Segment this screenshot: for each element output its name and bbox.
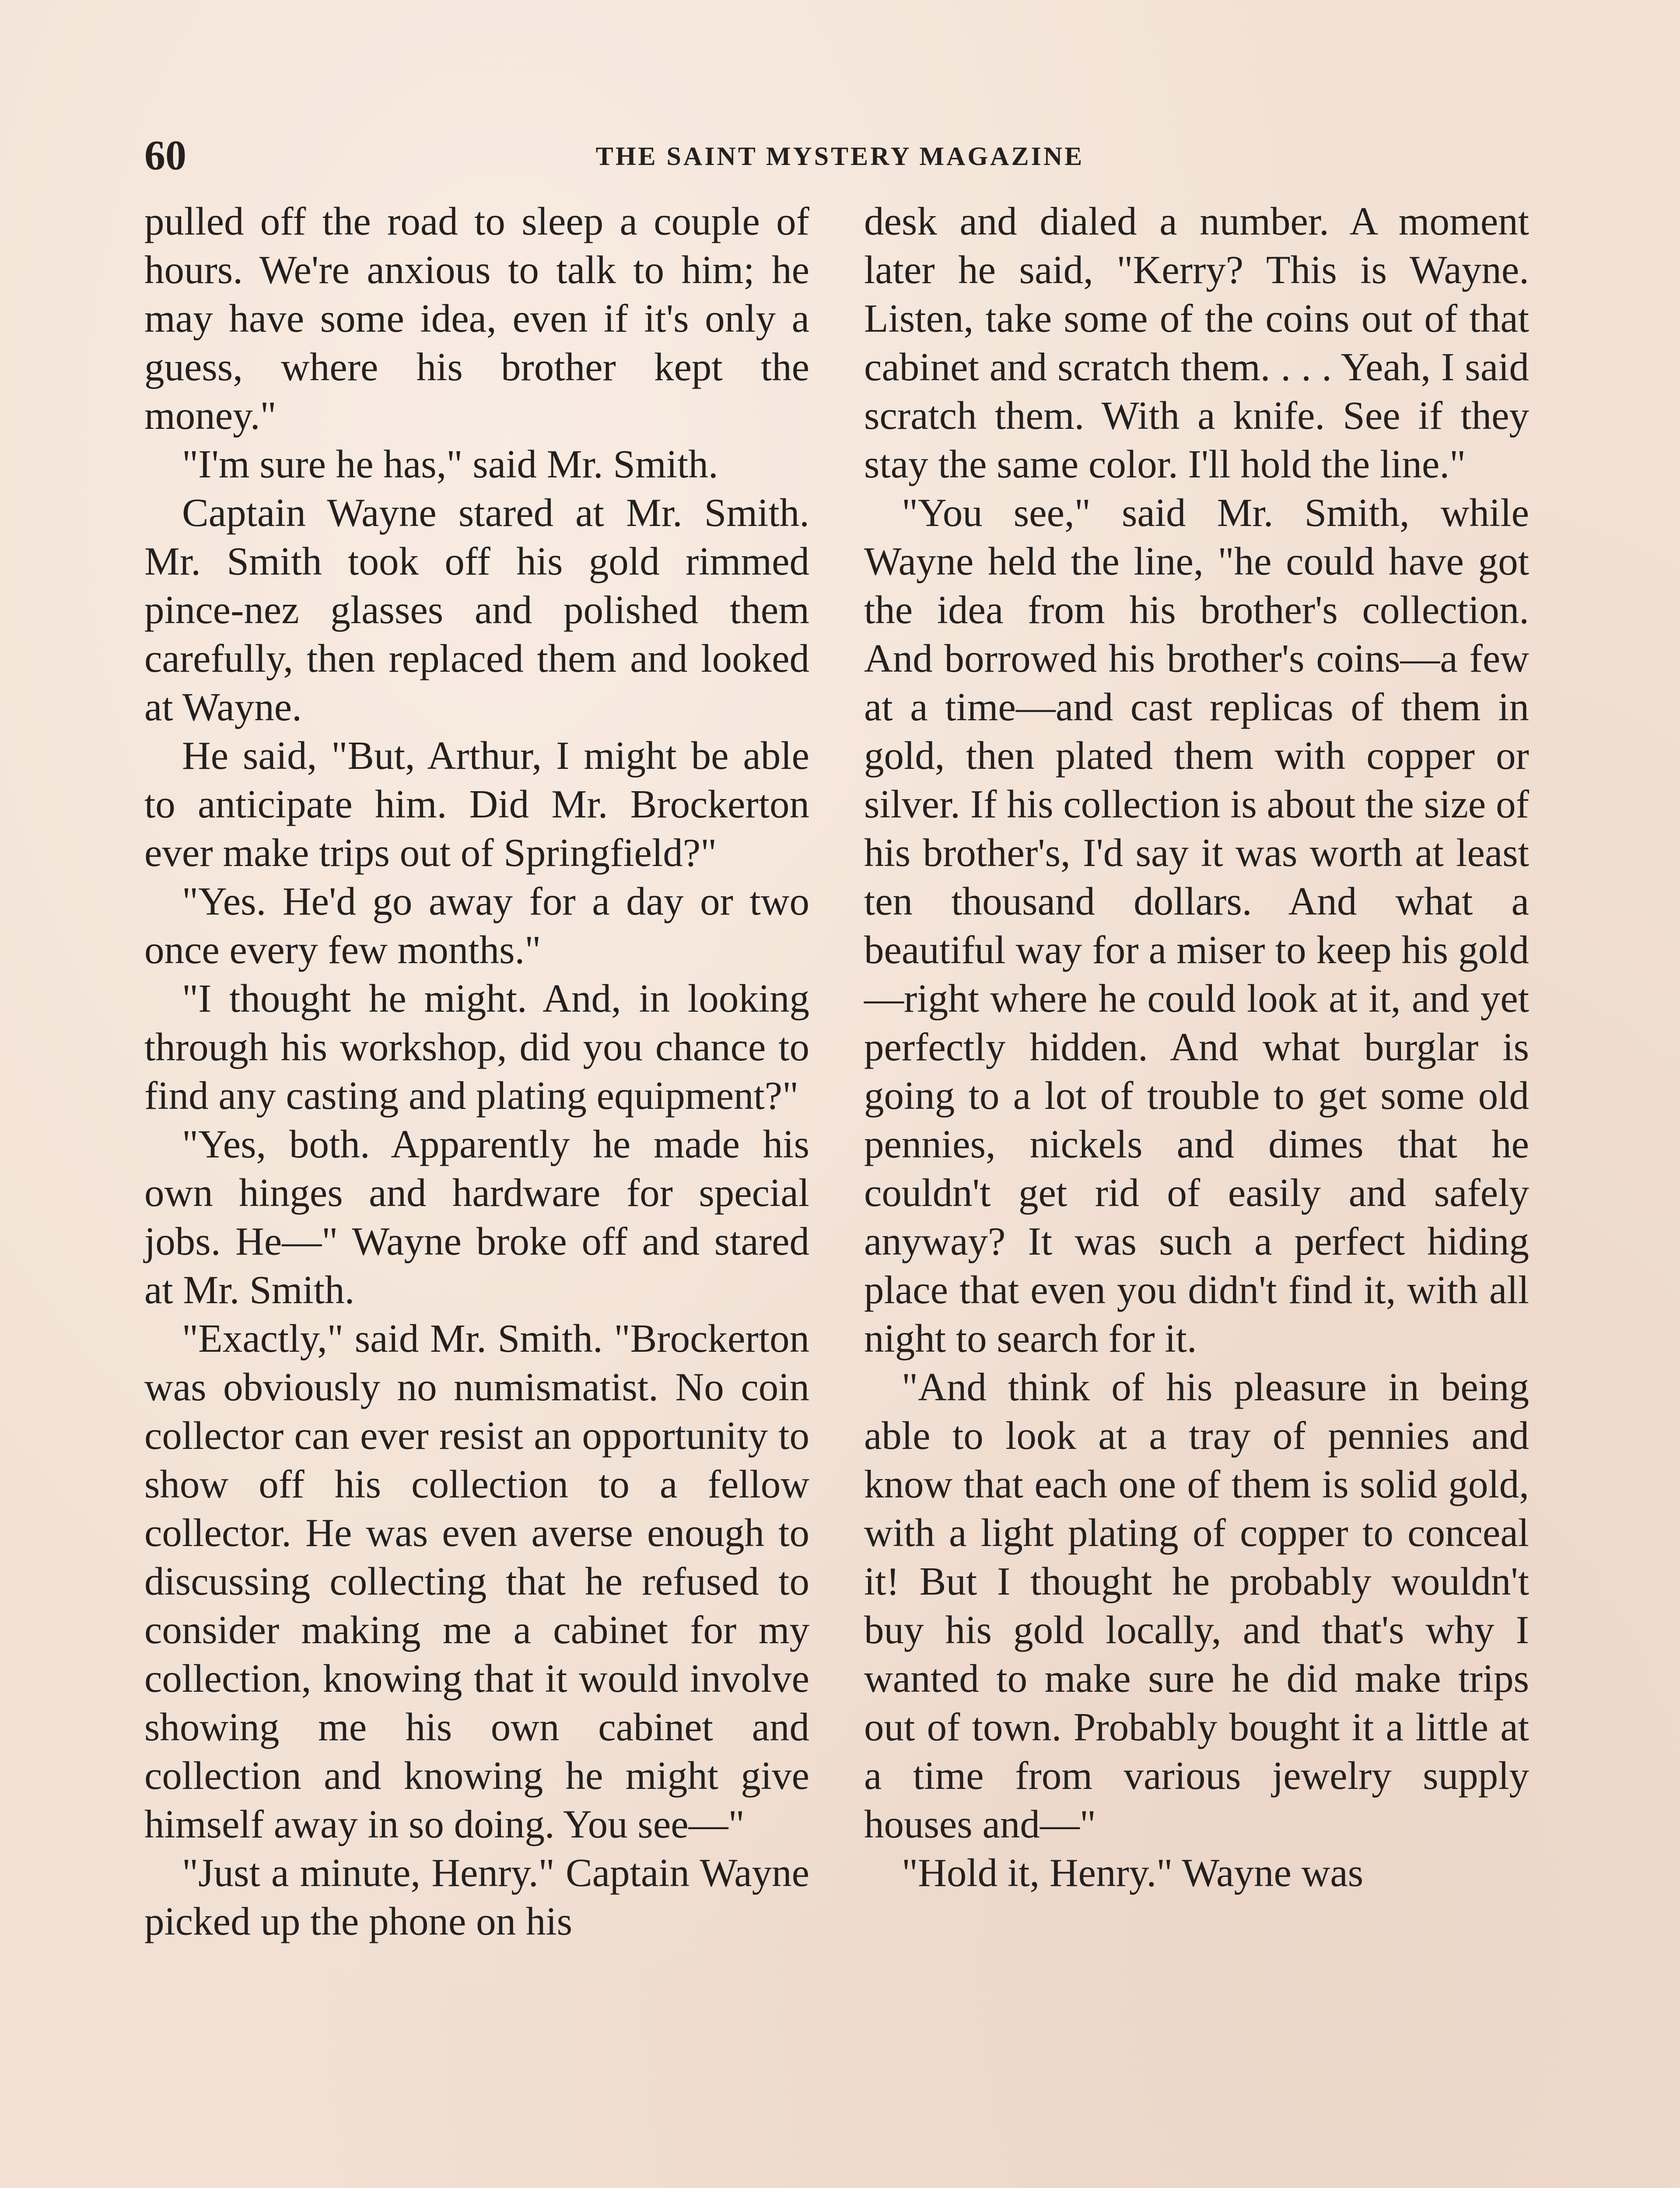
paragraph: "You see," said Mr. Smith, while Wayne held the line, "he could have got the idea from his brother's collection. And borrowed his brother's coins—a few at a time—and cast replicas of them in gold, then plated them with copper or silver. If his collection is about the size of his brother's, I'd say it was worth at least ten thousand dollars. And what a beautiful way for a miser to keep his gold—right where he could look at it, and yet perfectly hidden. And what burglar is going to a lot of trouble to get some old pennies, nickels and dimes that he couldn't get rid of easily and safely anyway? It was such a perfect hiding place that even you didn't find it, with all night to search for it.: [864, 491, 1529, 1360]
paragraph: pulled off the road to sleep a couple of hours. We're anxious to talk to him; he may have some idea, even if it's only a guess, where his brother kept the money.": [144, 199, 809, 438]
paragraph: "Hold it, Henry." Wayne was: [902, 1851, 1364, 1895]
page-number: 60: [144, 132, 186, 179]
paragraph: "Yes. He'd go away for a day or two once every few months.": [144, 879, 809, 972]
paragraph: "And think of his pleasure in being able to look at a tray of pennies and know that each one of them is solid gold, with a light plating of copper to conceal it! But I thought he probably wouldn't buy his gold locally, and that's why I wanted to make sure he did make trips out of town. Probably bought it a little at a time from various jewelry supply houses and—": [864, 1365, 1529, 1846]
paragraph: "I thought he might. And, in looking through his workshop, did you chance to find any casting and plating equipment?": [144, 976, 809, 1118]
page-header: [144, 131, 1536, 179]
running-head: THE SAINT MYSTERY MAGAZINE: [595, 142, 1085, 171]
paragraph: "Exactly," said Mr. Smith. "Brockerton was obviously no numismatist. No coin collector can ever resist an opportunity to show off his collection to a fellow collector. He was even averse enough to discussing collecting that he refused to consider making me a cabinet for my collection, knowing that it would involve showing me his own cabinet and collection and knowing he might give himself away in so doing. You see—": [144, 1316, 809, 1846]
paragraph: "I'm sure he has," said Mr. Smith.: [182, 442, 718, 486]
paragraph: He said, "But, Arthur, I might be able to anticipate him. Did Mr. Brockerton ever make trips out of Springfield?": [144, 733, 809, 875]
left-column: [144, 197, 809, 1946]
paragraph: "Just a minute, Henry." Captain Wayne picked up the phone on his: [144, 1851, 809, 1943]
paragraph: desk and dialed a number. A moment later he said, "Kerry? This is Wayne. Listen, take some of the coins out of that cabinet and scratch them. . . . Yeah, I said scratch them. With a knife. See if they stay the same color. I'll hold the line.": [864, 199, 1529, 486]
paragraph: "Yes, both. Apparently he made his own hinges and hardware for special jobs. He—" Wayne broke off and stared at Mr. Smith.: [144, 1122, 809, 1312]
right-column: [864, 197, 1529, 1897]
paragraph: Captain Wayne stared at Mr. Smith. Mr. Smith took off his gold rimmed pince-nez glasses and polished them carefully, then replaced them and looked at Wayne.: [144, 491, 809, 729]
